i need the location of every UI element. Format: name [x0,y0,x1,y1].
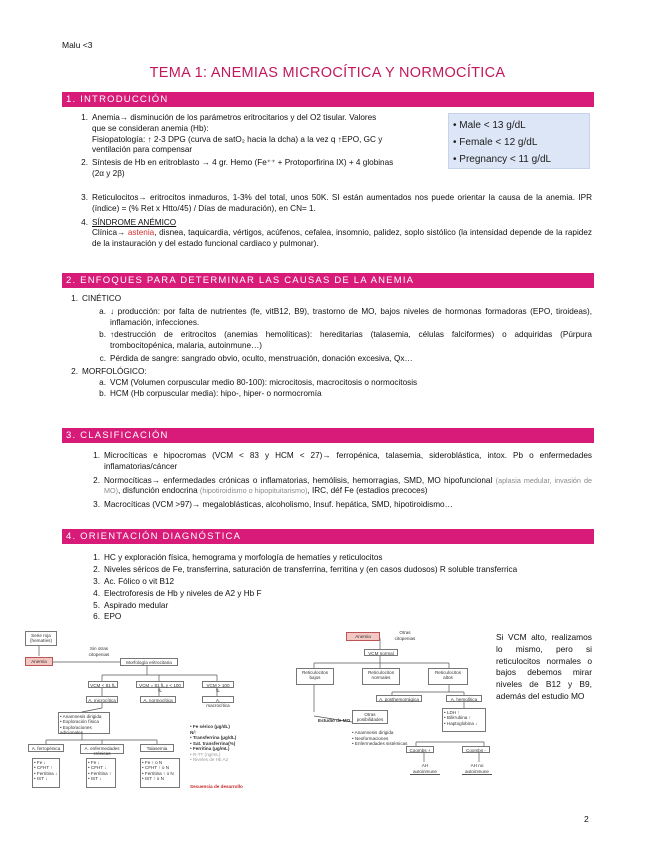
vcm-alto-note: Si VCM alto, realizamos lo mismo, pero si reticulocitos normales o bajos debemos mirar niveles de B12 y B9, además del estudio MO [496,632,592,701]
value-female: • Female < 12 g/dL [453,134,585,151]
clasificacion-list [93,451,593,511]
anamnesis-box-left: • Anamnesis dirigida • Exploración física • Exploraciones adicionales [58,712,110,734]
lab-side-list: • Fe sérico (μg/dL) N/↑ • Transferrina (μg/dL) • Sat. transferrina(%) • Ferritina (μg/mL) • R-TT (ng/mL) • Niveles de Hb A2 [190,724,237,762]
intro-item-1: 1. Anemia→ disminución de los parámetros eritrocitarios y del O2 tisular. Valores que se consideran anemia (Hb): Fisiopatología: ↑ 2-3 DPG (curva de satO₂ hacia la dcha) a la vez q ↑EPO, GC y ventilación para compensar [81,113,383,155]
enfoque-a: a. ↓ producción: por falta de nutrientes (fe, vitB12, B9), trastorno de MO, bajos niveles de hormonas formadoras (EPO, tiroideas), inflamación, infecciones. [99,306,592,327]
section-heading-clasificacion: 3. CLASIFICACIÓN [62,428,594,443]
sin-otras-citopenias: Sin otras citopenias [88,646,110,657]
hb-values-box [448,113,590,169]
morfologico-a: a. VCM (Volumen corpuscular medio 80-100): microcitosis, macrocitosis o normocitosis [99,377,418,387]
serie-roja-box: Serie roja (hematíes) [25,631,57,646]
ret-bajos-box: Reticulocitos bajos [296,668,334,685]
a-microcitica-box: A. microcítica [86,696,118,703]
morfologico-b: b. HCM (Hb corpuscular media): hipo-, hiper- o normocromía [99,388,322,398]
otras-posibilidades-box: Otras posibilidades [352,710,388,724]
intro-item-4: 4. SÍNDROME ANÉMICO Clínica→ astenia, disnea, taquicardia, vértigos, acúfenos, cefalea, insomnio, palidez, soplo sistólico (la intensidad depende de la rapidez de la instauración y del estado funcional cardiaco y pulmonar). [81,217,592,249]
ferro-values: • Fe ↓ • CFHT ↑ • Ferritina ↓ • IST ↓ [32,758,60,788]
a-enf-cronicas-box: A. enfermedades crónicas [80,744,124,754]
page-number: 2 [584,814,589,824]
intro-item-2: 2. Síntesis de Hb en eritroblasto → 4 gr. Hemo (Fe⁺⁺ + Protoporfirina IX) + 4 globinas (2α y 2β) [81,158,394,179]
morfologia-box: Morfología eritrocitaria [120,658,178,666]
clas-item-3: 3. Macrocíticas (VCM >97)→ megaloblásticas, alcoholismo, Insuf. hepática, SMD, hipotiroidismo… [93,500,453,510]
diagram-normocitica [274,630,492,798]
a-posthem-box: A. posthemorrágica [376,695,422,702]
anamnesis-right: • Anamnesis dirigida • Neoformaciones • Enfermedades sistémicas [352,730,408,746]
vcm-mid-box: VCM = 81 fL y < 100 fL [136,681,184,688]
diagram-microcitica [22,630,270,798]
section-heading-introduccion: 1. INTRODUCCIÓN [62,92,594,107]
vcm-lt-box: VCM < 81 fL [88,681,118,688]
orient-item-2: 2. Niveles séricos de Fe, transferrina, saturación de transferrina, ferritina y (en casos dudosos) R soluble transferrica [93,564,518,574]
orient-item-4: 4. Electroforesis de Hb y niveles de A2 y Hb F [93,588,262,598]
coombs-pos-box: Coombs + [406,746,434,753]
enfoque-b: b. ↑destrucción de eritrocitos (anemias hemolíticas): hereditarias (talasemia, células falciformes) o adquiridas (Púrpura trombocitopénica, malaria, autoinmune…) [99,330,592,351]
ah-autoinmune: AH autoinmune [410,763,440,775]
a-hemolitica-box: A. hemolítica [446,695,482,702]
coombs-neg-box: Coombs - [462,746,490,753]
anemia-box-right: Anemia [346,632,380,641]
talasemia-values: • Fe ↑ o N • CFHT ↑ o N • Ferritina ↑ o N • IST ↑ o N [140,758,180,788]
value-pregnancy: • Pregnancy < 11 g/dL [453,151,585,168]
clas-item-1: 1. Microcíticas e hipocromas (VCM < 83 y HCM < 27)→ ferropénica, talasemia, sideroblástica, intox. Pb o enfermedades inflamatorias/cáncer [93,451,592,471]
a-ferropenica-box: A. ferropénica [28,744,64,752]
author-header: Malu <3 [62,40,93,50]
hemolisis-labs-box: • LDH ↑ • Bilirrubina ↑ • Haptoglobina ↓ [442,708,486,732]
sindrome-anemico-title: SÍNDROME ANÉMICO [92,217,177,227]
otras-citopenias: Otras citopenias [394,630,416,641]
secuencia-label: Secuencia de desarrollo [190,784,243,789]
enfoque-c: c. Pérdida de sangre: sangrado obvio, oculto, menstruación, donación excesiva, Qx… [99,354,413,364]
talasemia-box: Talasemia [140,744,174,752]
vcm-gt-box: VCM > 100 fL [202,681,234,688]
orientacion-list [93,552,594,623]
vcm-normal-box: VCM normal [364,649,398,656]
section-heading-enfoques: 2. ENFOQUES PARA DETERMINAR LAS CAUSAS DE LA ANEMIA [62,273,594,288]
value-male: • Male < 13 g/dL [453,117,585,134]
intro-item-3: 3. Reticulocitos→ eritrocitos inmaduros, 1-3% del total, unos 50K. SI están aumentados nos puede orientar la causa de la anemia. IPR (índice) = (% Ret x Htto/45) / Días de maduración), en CN= 1. [81,193,592,213]
a-macrocitica-box: A. macrocítica [202,696,234,703]
section-heading-orientacion: 4. ORIENTACIÓN DIAGNÓSTICA [62,529,594,544]
orient-item-3: 3. Ac. Fólico o vit B12 [93,576,175,586]
clas-item-2: 2. Normocíticas→ enfermedades crónicas o inflamatorias, hemólisis, hemorragias, SMD, MO hipofuncional (aplasia medular, invasión de MO), disfunción endocrina (hipotiroidismo o hipopituitarismo), IRC, déf Fe (estadios precoces) [93,475,593,496]
ah-no-autoinmune: AH no autoinmune [462,763,492,775]
enfoques-list: 1. CINÉTICO a. ↓ producción: por falta de nutrientes (fe, vitB12, B9), trastorno de MO, bajos niveles de hormonas formadoras (EPO, tiroideas), inflamación, infecciones. b. ↑destrucción de eritrocitos (anemias hemolíticas): hereditarias (talasemia, células falciformes) o adquiridas (Púrpura trombocitopénica, malaria, autoinmune…) c. Pérdida de sangre: sangrado obvio, oculto, menstruación, donación excesiva, Qx… 2. MORFOLÓGICO: a. VCM (Volumen corpuscular medio 80-100): microcitosis, macrocitosis o normocitosis b. HCM (Hb corpuscular media): hipo-, hiper- o normocromía [71,294,592,398]
ret-normales-box: Reticulocitos normales [362,668,400,685]
enf-cron-values: • Fe ↓ • CFHT ↓ • Ferritina ↑ • IST ↓ [86,758,116,788]
intro-list [81,113,444,180]
orient-item-6: 6. EPO [93,612,122,622]
intro-list-cont [81,193,592,250]
estudio-mo-label: Estudio de MO [318,718,351,723]
a-normocitica-box: A. normocítica [140,696,176,703]
orient-item-5: 5. Aspirado medular [93,600,169,610]
anemia-box-left: Anemia [25,657,53,666]
ret-altos-box: Reticulocitos altos [428,668,468,685]
orient-item-1: 1. HC y exploración física, hemograma y morfología de hematíes y reticulocitos [93,553,383,562]
page-title: TEMA 1: ANEMIAS MICROCÍTICA Y NORMOCÍTICA [149,65,506,81]
